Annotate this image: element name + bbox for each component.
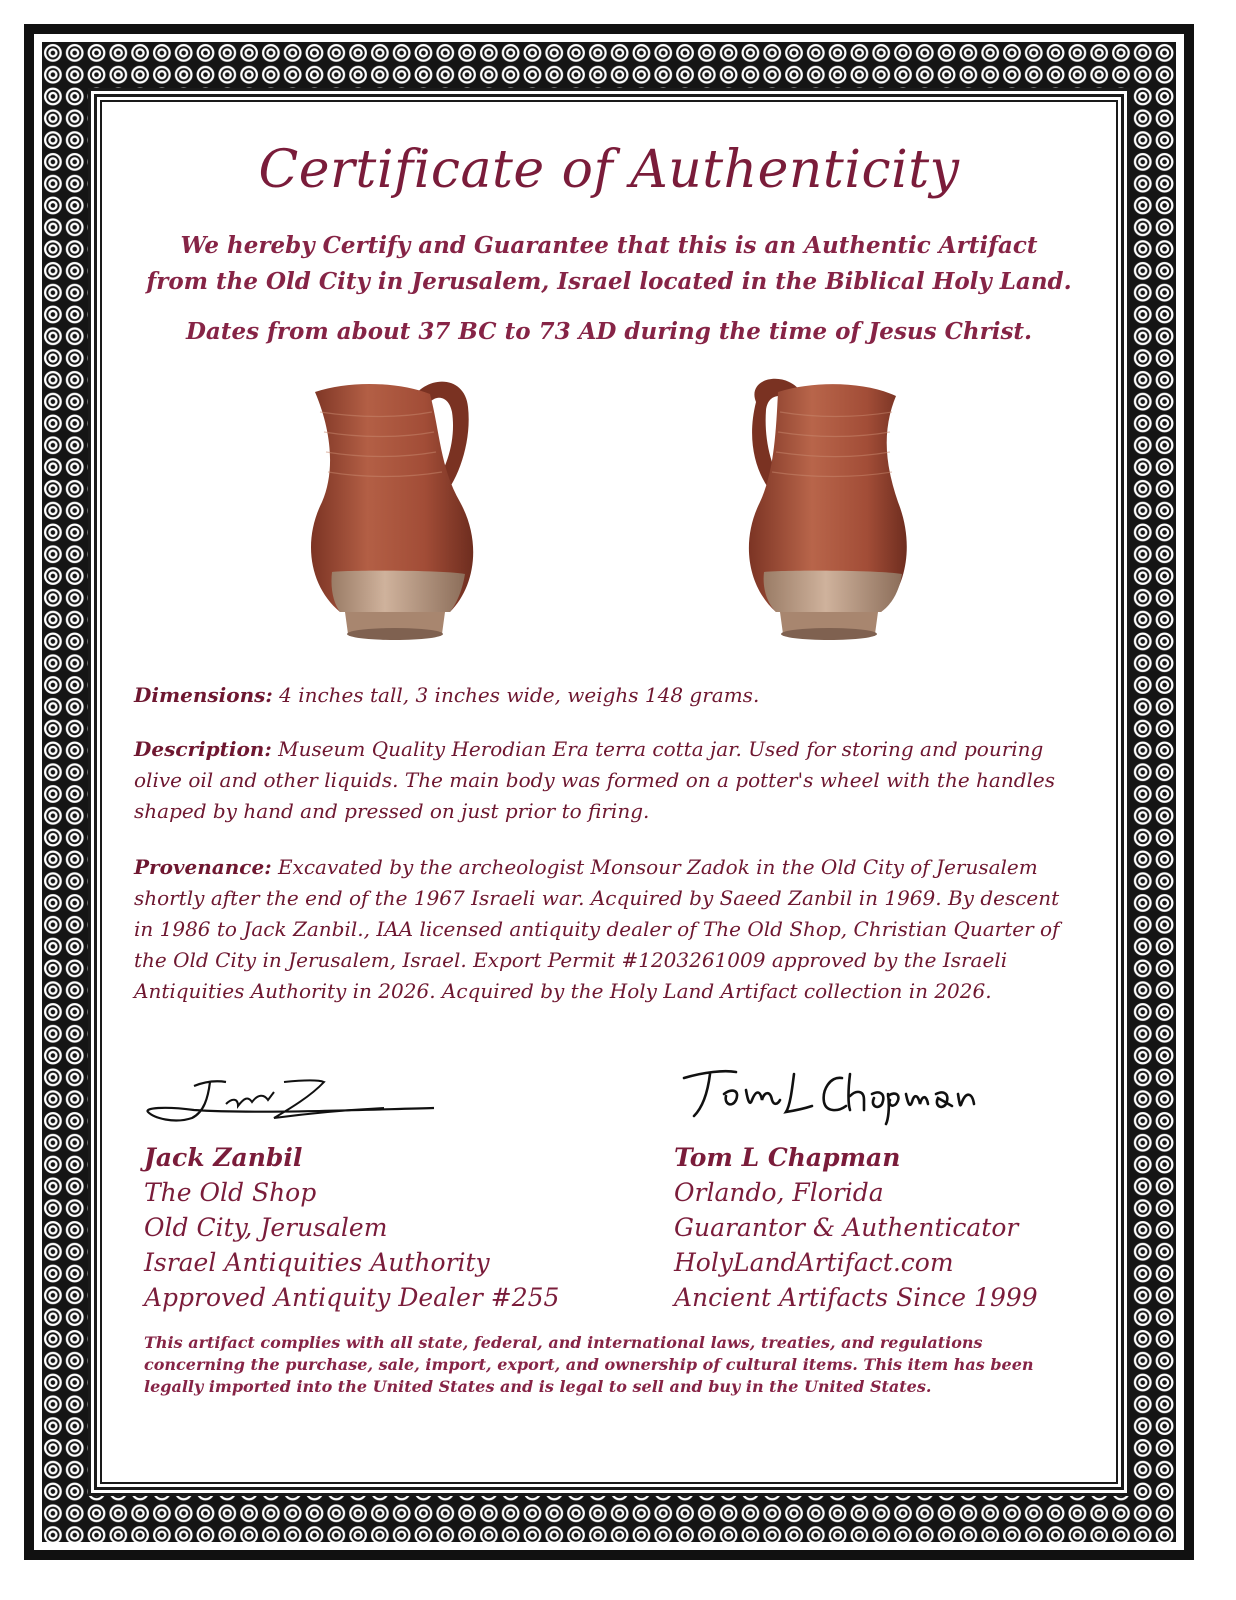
signature-jack-zanbil: [134, 1068, 454, 1138]
provenance-field: [134, 852, 1084, 1007]
certificate-content: [100, 100, 1118, 1484]
signatory-left-block: Jack Zanbil The Old Shop Old City, Jerusalem Israel Antiquities Authority Approved Antiquity Dealer #255: [144, 1140, 559, 1315]
legal-notice: This artifact complies with all state, federal, and international laws, treaties, and regulations concerning the purchase, sale, import, export, and ownership of cultural items. This item has been legally imported into the United States and is legal to sell and buy in the United States.: [144, 1333, 1034, 1396]
description-field: [134, 734, 1084, 827]
provenance-value: Excavated by the archeologist Monsour Zadok in the Old City of Jerusalem shortly after the end of the 1967 Israeli war. Acquired by Saeed Zanbil in 1969. By descent in 1986 to Jack Zanbil., IAA licensed antiquity dealer of The Old Shop, Christian Quarter of the Old City in Jerusalem, Israel. Export Permit #1203261009 approved by the Israeli Antiquities Authority in 2026. Acquired by the Holy Land Artifact collection in 2026.: [134, 855, 1060, 1003]
signatory-right-block: Tom L Chapman Orlando, Florida Guarantor & Authenticator HolyLandArtifact.com Ancient Artifacts Since 1999: [674, 1140, 1038, 1315]
jar-photo-right: [716, 372, 926, 652]
certification-statement: We hereby Certify and Guarantee that this is an Authentic Artifact from the Old City in Jerusalem, Israel located in the Biblical Holy Land.: [146, 232, 1072, 295]
website-text: HolyLandArtifact.com: [674, 1248, 954, 1277]
description-value: Museum Quality Herodian Era terra cotta jar. Used for storing and pouring olive oil and other liquids. The main body was formed on a potter's wheel with the handles shaped by hand and pressed on just prior to firing.: [134, 737, 1056, 823]
dimensions-field: [134, 680, 1084, 711]
dimensions-label: Dimensions:: [134, 683, 273, 707]
dimensions-value: 4 inches tall, 3 inches wide, weighs 148 grams.: [272, 683, 760, 707]
signature-tom-l-chapman: [674, 1060, 994, 1130]
jar-photo-left: [290, 372, 500, 652]
signatory-left-name: Jack Zanbil: [144, 1143, 303, 1172]
signatory-right-name: Tom L Chapman: [674, 1143, 901, 1172]
date-range-statement: Dates from about 37 BC to 73 AD during the time of Jesus Christ.: [185, 318, 1033, 345]
certificate-title: Certificate of Authenticity: [258, 140, 960, 200]
provenance-label: Provenance:: [134, 855, 272, 879]
description-label: Description:: [134, 737, 272, 761]
